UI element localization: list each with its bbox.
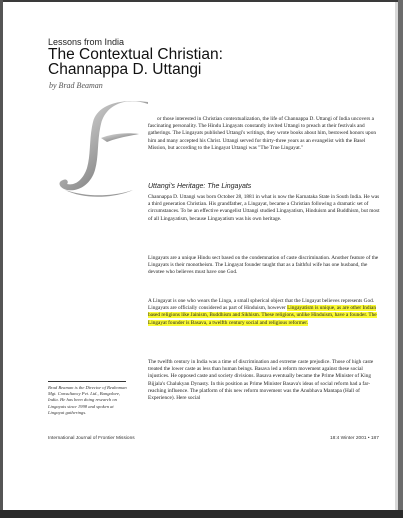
- author-bio: Brad Beaman is the Director of Beaboman Mgt. Consultancy Pvt. Ltd., Bangalore, India. He has been doing research on Lingayats since 1998 and spoken at Lingayat gatherings.: [48, 385, 127, 415]
- footer-issue-page: 18:4 Winter 2001 • 187: [330, 436, 379, 441]
- page-border-right: [398, 0, 403, 518]
- highlighted-passage: Lingayatism is unique, as are other Indian based religions like Jainism, Buddhism and Sikhism. These religions, unlike Hinduism, have a founder. The Lingayat founder is Basava, a twelfth century social and religious reformer.: [148, 305, 377, 326]
- page-border-bottom: [0, 510, 403, 518]
- article-title-line2: Channappa D. Uttangi: [48, 61, 202, 78]
- footer-journal-name: International Journal of Frontier Missions: [48, 436, 135, 441]
- section-subhead: Uttangi's Heritage: The Lingayats: [148, 183, 252, 190]
- sidebar-divider: [48, 381, 126, 382]
- article-title: [48, 47, 223, 77]
- article-kicker: Lessons from India: [48, 37, 125, 47]
- body-paragraph-2: Channappa D. Uttangi was born October 28, 1881 in what is now the Karnataka State in South India. He was a third generation Christian. His grandfather, a Lingayat, became a Christian following a dramatic set of circumstances. To be an effective evangelist Uttangi studied Lingayatism, Hinduism and Buddhism, but most of all Lingayatism, because Lingayatism was his own heritage.: [148, 194, 380, 222]
- body-paragraph-4: [148, 298, 380, 327]
- article-byline: by Brad Beaman: [49, 81, 103, 90]
- page-border-left: [0, 0, 3, 518]
- body-paragraph-3: Lingayats are a unique Hindu sect based on the condemnation of caste discrimination. Another feature of the Lingayats is their monotheism. The Lingayat founder taught that as a faithful wife has one husband, the devotee who believes must have one God.: [148, 255, 379, 276]
- page-border-top: [0, 0, 403, 2]
- dropcap-f-icon: [55, 98, 155, 202]
- body-paragraph-1: or those interested in Christian contextualization, the life of Channappa D. Uttangi of India uncovers a fascinating personality. The Hindu Lingayats constantly invited Uttangi to preach at their festivals and gatherings. The Lingayats published Uttangi's writings, they wrote books about him, bestowed honors upon him and many accepted his Christ. Uttangi served for thirty-three years as an evangelist with the Basel Mission, but according to the Lingayat Uttangi was "The True Lingayat.": [148, 116, 377, 151]
- body-paragraph-5: The twelfth century in India was a time of discrimination and extreme caste prejudice. Those of high caste treated the lower caste as less than human beings. Basava led a reform movement against these social injustices. He opposed caste and society divisions. Basava eventually became the Prime Minister of King Bijjala's Chalukyan Dynasty. In this position as Prime Minister Basava's ideas of social reform had a far-reaching influence. The platform of this new reform movement was the Anubhava Mantapa (Hall of Experience). Here social: [148, 359, 374, 402]
- article-title-line1: The Contextual Christian:: [48, 46, 223, 63]
- paragraph-4-text: A Lingayat is one who wears the Linga, a small spherical object that the Lingayat believes represents God. Lingayats are officially considered as part of Hinduism, however: [148, 298, 375, 312]
